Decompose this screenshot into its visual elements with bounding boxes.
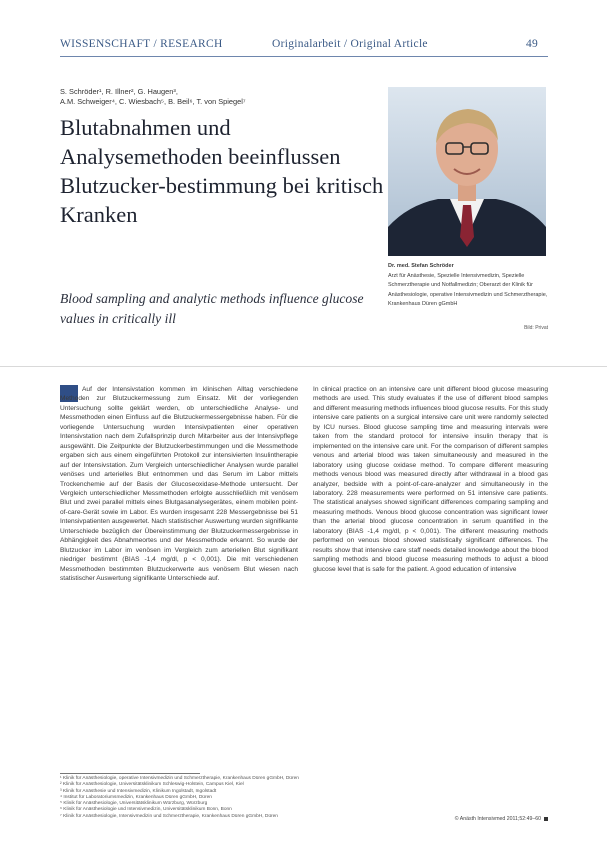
footnotes [60,776,490,820]
authors-line-1: S. Schröder¹, R. Illner², G. Haugen³, [60,87,178,96]
section-divider [0,366,607,367]
footnote-5: ⁵ Klinik für Anästhesiologie, Universitätsklinikum Würzburg, Würzburg [60,801,208,807]
photo-caption [388,262,548,310]
article-type: Originalarbeit / Original Article [272,38,428,50]
caption-name: Dr. med. Stefan Schröder [388,263,454,269]
author-photo [388,87,546,256]
footer-square-icon [544,817,548,821]
german-abstract-column [60,385,298,584]
section-header: WISSENSCHAFT / RESEARCH [60,38,223,50]
article-subtitle: Blood sampling and analytic methods influence glucose values in critically ill [60,291,364,326]
article-title: Blutabnahmen und Analysemethoden beeinflussen Blutzucker-bestimmung bei kritisch Kranken [60,115,384,227]
photo-credit: Bild: Privat [524,325,548,331]
authors-line-2: A.M. Schweiger⁴, C. Wiesbach⁵, B. Beil⁶, T. von Spiegel⁷ [60,97,246,106]
footnote-1: ¹ Klinik für Anästhesiologie, operative Intensivmedizin und Schmerztherapie, Krankenhaus Düren gGmbH, Düren [60,776,299,781]
footnote-4: ⁴ Institut für Laboratoriumsmedizin, Krankenhaus Düren gGmbH, Düren [60,794,212,800]
footnote-7: ⁷ Klinik für Anästhesiologie, Intensivmedizin und Schmerztherapie, Krankenhaus Düren gGmbH, Düren [60,813,278,819]
header-rule [60,56,548,57]
footnote-rule [60,773,200,774]
publisher-footer-text: © Anästh Intensivmed 2011;52:49–60 [454,816,541,822]
english-abstract-column [313,385,548,574]
footnote-6: ⁶ Klinik für Anästhesiologie und Intensivmedizin, Universitätsklinikum Bonn, Bonn [60,807,232,813]
footnote-2: ² Klinik für Anästhesiologie, Universitätsklinikum Schleswig-Holstein, Campus Kiel, Kiel [60,782,244,788]
caption-text: Arzt für Anästhesie, Spezielle Intensivmedizin, Spezielle Schmerztherapie und Notfallmedizin; Oberarzt der Klinik für Anästhesiologie, operative Intensivmedizin und Schmerztherapie, Krankenhaus Düren gGmbH [388,272,548,308]
author-portrait-image [388,87,546,256]
english-abstract-text: In clinical practice on an intensive care unit different blood glucose measuring methods are used. This study evaluates if the use of different blood samples and different measuring methods influences blood glucose results. For this study intensive care patients on a surgical intensive care unit were randomly selected by ICU nurses. Blood glucose sampling time and measuring intervals were taken from the standard protocol for intensive insulin therapy that is implemented on the intensive care unit. For the comparison of different samples venous and arterial blood was taken simultaneously and measured in the laboratory using glucose oxidase method. To compare different measuring methods venous blood was measured directly after withdrawal in a blood gas analyzer, bedside with a point-of-care-analyzer and simultaneously in the laboratory. 228 measurements were performed on 51 intensive care patients. The statistical analyses showed significant differences comparing sampling and measuring methods. Venous blood glucose concentration was significant lower than the arterial blood glucose concentration in serum quantified in the laboratory (BIAS -1,4 mg/dl, p < 0,001). The different measuring methods performed on venous blood showed statistically significant differences. The results show that intensive care staff needs detailed knowledge about the blood sampling methods and blood glucose measuring methods to adjust a blood glucose level that is safe for the patient. A good education of intensive [313,386,548,573]
page-number: 49 [526,38,539,50]
publisher-footer [455,816,548,822]
german-abstract-text: Auf der Intensivstation kommen im klinischen Alltag verschiedene Methoden zur Blutzuckermessung zum Einsatz. Mit der vorliegenden Untersuchung sollte geklärt werden, ob unterschiedliche Analyse- und Messmethoden einen Einfluss auf die Blutzuckermessergebnisse haben. Für die vorliegende Untersuchung wurden Intensivpatienten einer operativen Intensivstation nach dem Zufallsprinzip durch Mitarbeiter aus der Intensivpflege ausgewählt. Die Zeitpunkte der Blutzuckerbestimmungen und die Messmethode ergaben sich aus einem eingeführten Protokoll zur intensivierten Insulintherapie auf der Intensivstation. Zum Vergleich unterschiedlicher Analysen wurde parallel venöses und arterielles Blut entnommen und das Serum im Labor mittels Trockenchemie auf der Basis der Glucoseoxidase-Methode untersucht. Der Vergleich unterschiedlicher Messmethoden erfolgte ausschließlich mit venösem Blut und zwei parallel mittels eines Blutgasanalysegerätes, einem mobilen point-of-care-Gerät sowie im Labor. Es wurden insgesamt 228 Messergebnisse bei 51 Intensivpatienten ausgewertet. Nach statistischer Auswertung wurden signifikante Unterschiede bezüglich der Übereinstimmung der Blutzuckermessergebnisse in Abhängigkeit des Abnahmeortes und der Messmethode erkannt. So wurde der Blutzucker im Labor im venösen im Vergleich zum arteriellen Blut signifikant niedriger bestimmt (BIAS -1,4 mg/dl, p < 0,001). Die mit verschiedenen Messmethoden bestimmten Blutzuckerwerte aus venösem Blut wiesen nach statistischer Auswertung signifikante Unterschiede auf. [60,386,298,583]
authors [60,87,380,107]
footnote-3: ³ Klinik für Anästhesie und Intensivmedizin, Klinikum Ingolstadt, Ingolstadt [60,788,217,794]
